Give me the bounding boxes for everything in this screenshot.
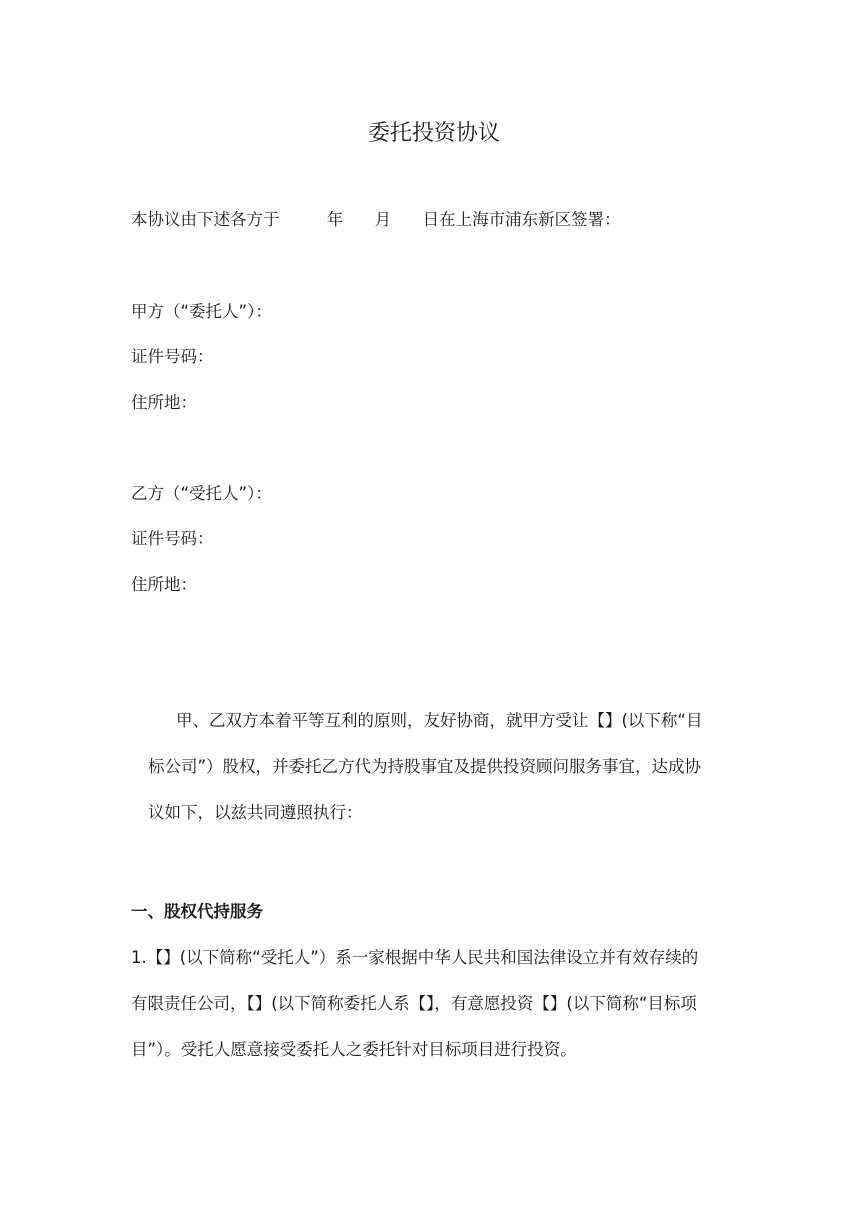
preamble-line-3: 议如下，以兹共同遵照执行： — [148, 803, 363, 822]
party-b-address-label: 住所地： — [131, 575, 197, 594]
party-a-address-label: 住所地： — [131, 393, 197, 412]
party-a-heading: 甲方（“委托人”）： — [131, 302, 272, 321]
preamble-line-2: 标公司”）股权，并委托乙方代为持股事宜及提供投资顾问服务事宜，达成协 — [148, 757, 702, 776]
party-b-heading: 乙方（“受托人”）： — [131, 484, 272, 503]
clause-1-line-2: 有限责任公司，【】(以下简称委托人系【】，有意愿投资【】(以下简称“目标项 — [131, 994, 697, 1013]
preamble-line-1: 甲、乙双方本着平等互利的原则，友好协商，就甲方受让【】(以下称“目 — [176, 711, 703, 730]
party-a-id-label: 证件号码： — [131, 347, 214, 366]
clause-1-line-1: 1.【】(以下简称“受托人”）系一家根据中华人民共和国法律设立并有效存续的 — [131, 948, 699, 967]
document-title: 委托投资协议 — [367, 121, 500, 146]
section-1-heading: 一、股权代持服务 — [131, 902, 263, 921]
party-b-id-label: 证件号码： — [131, 529, 214, 548]
intro-line: 本协议由下述各方于 年 月 日在上海市浦东新区签署： — [131, 210, 621, 229]
clause-1-line-3: 目”）。受托人愿意接受委托人之委托针对目标项目进行投资。 — [131, 1040, 577, 1059]
